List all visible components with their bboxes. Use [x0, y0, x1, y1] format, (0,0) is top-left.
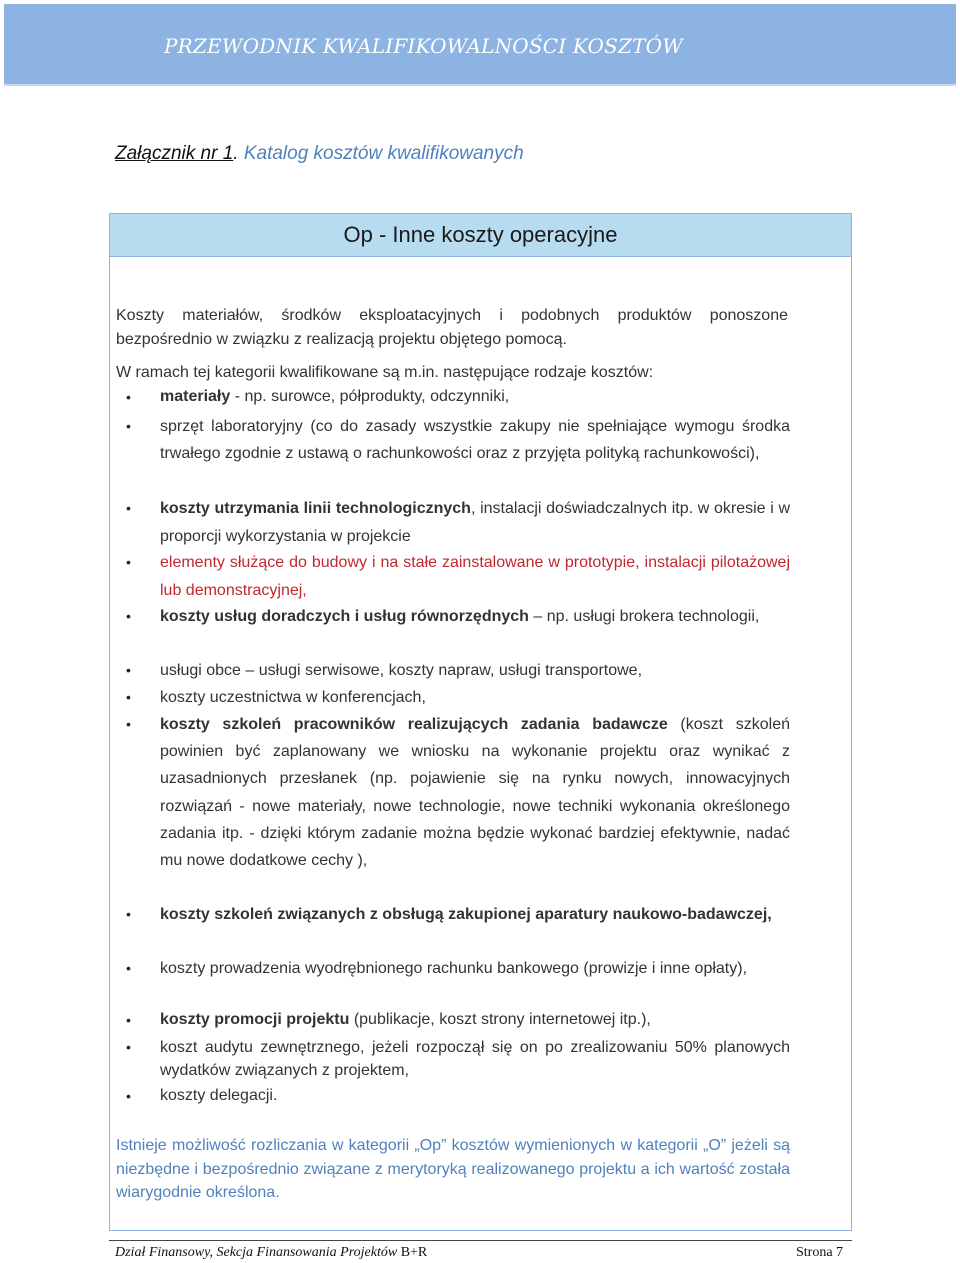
- item-bold: koszty utrzymania linii technologicznych: [160, 500, 471, 517]
- item-text: koszt audytu zewnętrznego, jeżeli rozpoczął się on po zrealizowaniu 50% planowych wydatków związanych z projektem,: [160, 1039, 790, 1079]
- item-bold: materiały: [160, 388, 231, 405]
- item-bold: koszty promocji projektu: [160, 1011, 350, 1028]
- footer-department-suffix: B+R: [400, 1245, 428, 1260]
- item-red: elementy służące do budowy i na stałe zainstalowane w prototypie, instalacji pilotażowej lub demonstracyjnej,: [160, 554, 790, 599]
- annex-heading: [115, 143, 524, 165]
- list-item: [160, 603, 790, 657]
- category-title: Op - Inne koszty operacyjne: [110, 214, 851, 257]
- item-bold: koszty usług doradczych i usług równorzędnych: [160, 608, 529, 625]
- category-lead: W ramach tej kategorii kwalifikowane są m.in. następujące rodzaje kosztów:: [116, 364, 654, 381]
- item-bold: koszty szkoleń związanych z obsługą zakupionej aparatury naukowo-badawczej,: [160, 906, 772, 923]
- list-item: [160, 413, 790, 495]
- category-intro: Koszty materiałów, środków eksploatacyjnych i podobnych produktów ponoszone bezpośrednio w związku z realizacją projektu objętego pomocą.: [116, 307, 788, 348]
- item-text: koszty delegacji.: [160, 1087, 278, 1104]
- item-text: - np. surowce, półprodukty, odczynniki,: [230, 388, 510, 405]
- item-text: koszty prowadzenia wyodrębnionego rachunku bankowego (prowizje i inne opłaty),: [160, 960, 748, 977]
- list-item: [160, 495, 790, 549]
- footer-divider: [109, 1240, 852, 1241]
- list-item: [160, 657, 790, 684]
- list-item: [160, 955, 790, 1009]
- header-bar: [4, 4, 956, 86]
- list-item: [160, 901, 790, 955]
- page-number: Strona 7: [796, 1245, 844, 1260]
- cost-items-list: [160, 386, 790, 1108]
- list-item: [160, 386, 790, 413]
- annex-number: Załącznik nr 1: [115, 143, 234, 164]
- header-title: PRZEWODNIK KWALIFIKOWALNOŚCI KOSZTÓW: [164, 34, 684, 58]
- item-text: , instalacji doświadczalnych itp. w okresie i w proporcji wykorzystania w projekcie: [160, 500, 791, 545]
- item-text: – np. usługi brokera technologii,: [528, 608, 760, 625]
- category-note: Istnieje możliwość rozliczania w kategorii „Op” kosztów wymienionych w kategorii „O” jeżeli są niezbędne i bezpośrednio związane z merytoryką realizowanego projektu a ich wartość została wiarygodnie określona.: [116, 1137, 790, 1201]
- item-text: (publikacje, koszt strony internetowej itp.),: [349, 1011, 651, 1028]
- annex-title: Katalog kosztów kwalifikowanych: [238, 143, 524, 164]
- cost-category-box: [109, 213, 852, 1231]
- list-item: [160, 1036, 790, 1084]
- annex-separator: .: [233, 143, 239, 164]
- list-item: [160, 684, 790, 711]
- item-text: sprzęt laboratoryjny (co do zasady wszystkie zakupy nie spełniające wymogu środka trwałego zgodnie z ustawą o rachunkowości oraz z przyjęta polityką rachunkowości),: [160, 418, 790, 463]
- footer-department: [115, 1245, 427, 1261]
- item-text: usługi obce – usługi serwisowe, koszty napraw, usługi transportowe,: [160, 662, 643, 679]
- item-text: koszty uczestnictwa w konferencjach,: [160, 689, 426, 706]
- footer-department-name: Dział Finansowy, Sekcja Finansowania Projektów: [115, 1245, 401, 1260]
- item-bold: koszty szkoleń pracowników realizujących zadania badawcze: [160, 716, 668, 733]
- list-item: [160, 711, 790, 901]
- list-item: [160, 1009, 790, 1036]
- list-item: [160, 1084, 790, 1108]
- item-text: (koszt szkoleń powinien być zaplanowany we wniosku na wykonanie projektu oraz wynikać z uzasadnionych przesłanek (np. pojawienie się na rynku nowych, innowacyjnych rozwiązań - nowe materiały, nowe technologie, nowe techniki wykonania określonego zadania itp. - dzięki którym zadanie można będzie wykonać bardziej efektywnie, nadać mu nowe dodatkowe cechy ),: [160, 716, 790, 870]
- list-item: [160, 549, 790, 603]
